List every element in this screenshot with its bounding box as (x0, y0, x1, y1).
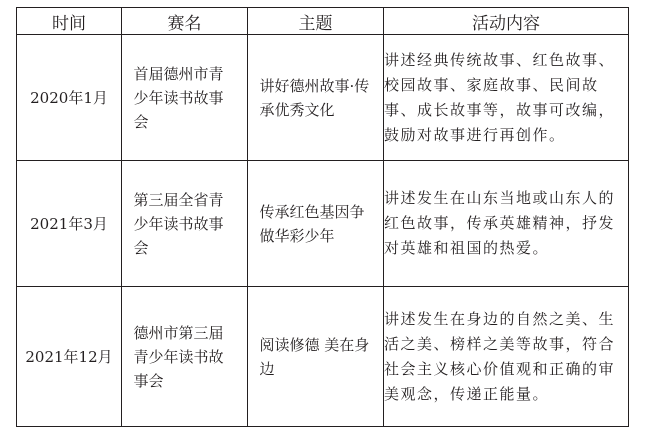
header-time: 时间 (17, 8, 122, 35)
cell-name-text: 德州市第三届青少年读书故事会 (133, 323, 224, 390)
cell-theme-text: 阅读修德 美在身边 (259, 335, 370, 378)
cell-name (122, 161, 248, 287)
cell-time: 2020年1月 (17, 35, 122, 161)
cell-content: 讲述经典传统故事、红色故事、校园故事、家庭故事、民间故事、成长故事等，故事可改编，鼓励对故事进行再创作。 (384, 35, 629, 161)
cell-time: 2021年12月 (17, 287, 122, 427)
cell-name (122, 287, 248, 427)
header-content: 活动内容 (384, 8, 629, 35)
cell-theme-text: 讲好德州故事·传承优秀文化 (259, 76, 370, 119)
cell-theme-text: 传承红色基因争做华彩少年 (259, 202, 365, 245)
cell-theme (248, 35, 384, 161)
events-table (16, 7, 629, 427)
cell-name (122, 35, 248, 161)
table-row (17, 35, 629, 161)
header-row (17, 8, 629, 35)
table-row (17, 287, 629, 427)
header-theme: 主题 (248, 8, 384, 35)
cell-time: 2021年3月 (17, 161, 122, 287)
cell-content: 讲述发生在身边的自然之美、生活之美、榜样之美等故事，符合社会主义核心价值观和正确的审美观念，传递正能量。 (384, 287, 629, 427)
header-name: 赛名 (122, 8, 248, 35)
cell-content: 讲述发生在山东当地或山东人的红色故事，传承英雄精神，抒发对英雄和祖国的热爱。 (384, 161, 629, 287)
cell-name-text: 首届德州市青少年读书故事会 (133, 64, 224, 131)
cell-name-text: 第三届全省青少年读书故事会 (133, 190, 224, 257)
table-row (17, 161, 629, 287)
cell-theme (248, 161, 384, 287)
cell-theme (248, 287, 384, 427)
